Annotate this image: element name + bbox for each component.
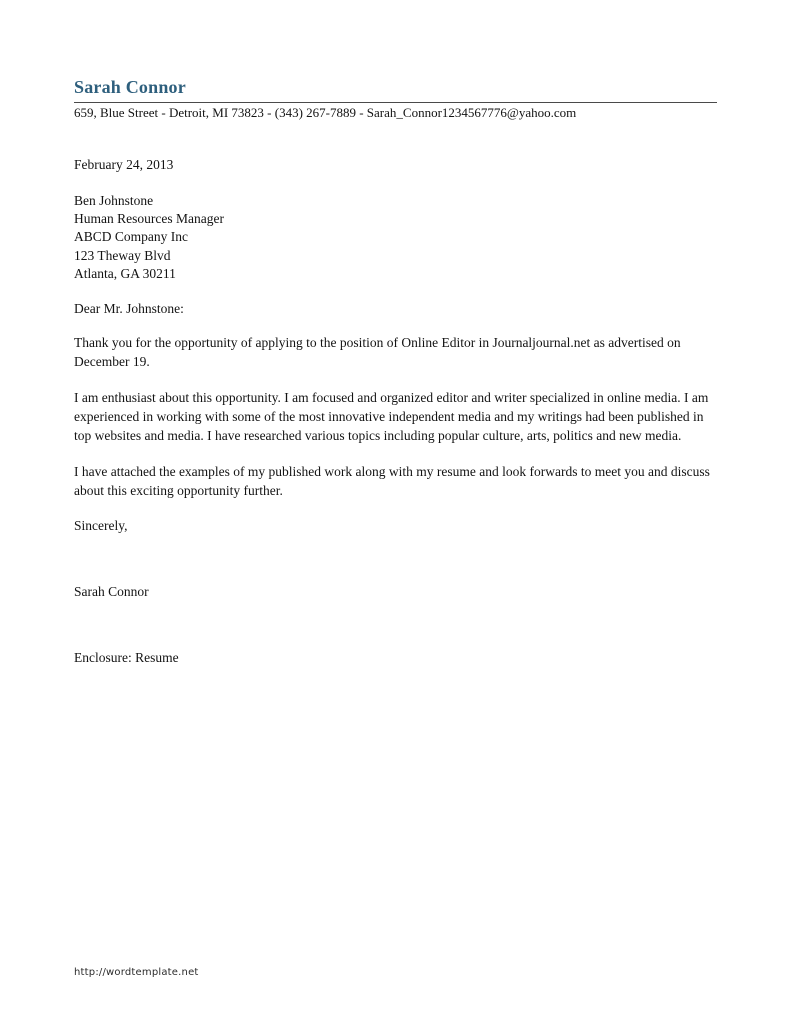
body-paragraph-2: I am enthusiast about this opportunity. I am focused and organized editor and writer specialized in online media. I am experienced in working with some of the most innovative independent media and my writings had been published in top websites and media. I have researched various topics including popular culture, arts, politics and new media.	[74, 390, 709, 444]
recipient-company: ABCD Company Inc	[74, 229, 188, 245]
letter-header	[74, 78, 717, 122]
body-paragraph-1: Thank you for the opportunity of applying to the position of Online Editor in Journaljournal.net as advertised on December 19.	[74, 335, 681, 370]
sender-contact-line: 659, Blue Street - Detroit, MI 73823 - (343) 267-7889 - Sarah_Connor1234567776@yahoo.com	[74, 104, 577, 120]
recipient-name: Ben Johnstone	[74, 192, 154, 208]
enclosure-note: Enclosure: Resume	[74, 649, 179, 665]
body-paragraph-3: I have attached the examples of my published work along with my resume and look forwards to meet you and discuss about this exciting opportunity further.	[74, 463, 710, 498]
header-divider	[74, 102, 717, 103]
recipient-street: 123 Theway Blvd	[74, 247, 171, 263]
footer-template-url: http://wordtemplate.net	[74, 967, 199, 978]
recipient-address-block	[74, 192, 717, 284]
recipient-title: Human Resources Manager	[74, 211, 224, 227]
recipient-city: Atlanta, GA 30211	[74, 266, 176, 282]
closing: Sincerely,	[74, 517, 128, 533]
letter-date: February 24, 2013	[74, 156, 174, 172]
salutation: Dear Mr. Johnstone:	[74, 301, 184, 317]
sender-name: Sarah Connor	[74, 77, 186, 97]
signature-name: Sarah Connor	[74, 583, 149, 599]
